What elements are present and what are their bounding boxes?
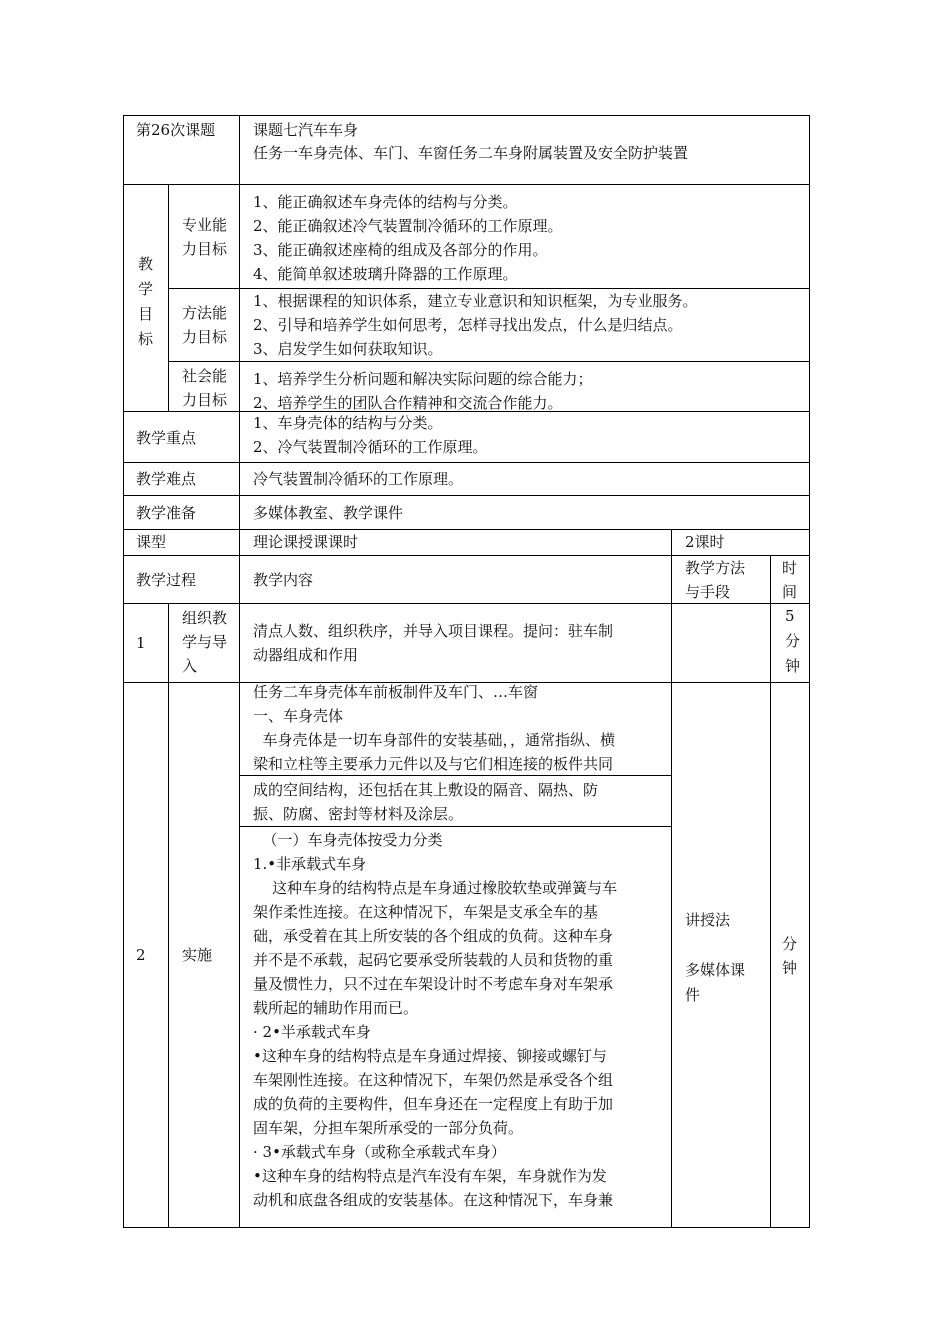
rule — [123, 462, 810, 463]
social-objective-label: 社会能 力目标 — [182, 367, 228, 409]
row2-stage: 实施 — [182, 946, 213, 964]
topic-title: 课题七汽车车身 — [253, 121, 359, 139]
content-column-header: 教学内容 — [253, 571, 314, 589]
list-item: 3、启发学生如何获取知识。 — [253, 340, 443, 358]
key-points-label: 教学重点 — [136, 429, 197, 447]
list-item: 2、引导和培养学生如何思考，怎样寻找出发点，什么是归结点。 — [253, 316, 683, 334]
lesson-hours: 2课时 — [685, 533, 725, 551]
difficulty-label: 教学难点 — [136, 470, 197, 488]
method-column-header: 教学方法 与手段 — [685, 559, 746, 601]
lesson-type-label: 课型 — [136, 533, 167, 551]
rule — [168, 361, 810, 362]
row2-content-block-c: （一）车身壳体按受力分类 1.•非承载式车身 这种车身的结构特点是车身通过橡胶软垫或弹簧与车 架作柔性连接。在这种情况下，车架是支承全车的基 础，承受着在其上所安装的各个组成的负荷。这种车身 并不是不承载，起码它要承受所装载的人员和货物的重 量及惯性力，只不过在车架设计时不考虑车身对车架承 载所起的辅助作用而已。 · 2•半承载式车身 •这种车身的结构特点是车身通过焊接、铆接或螺钉与 车架刚性连接。在这种情况下，车架仍然是承受各个组 成的负荷的主要构件，但车身还在一定程度上有助于加 固车架，分担车架所承受的一部分负荷。 · 3•承载式车身（或称全承载式车身） •这种车身的结构特点是汽车没有车架，车身就作为发 动机和底盘各组成的安装基体。在这种情况下，车身兼 — [253, 831, 618, 1209]
list-item: 4、能简单叙述玻璃升降器的工作原理。 — [253, 265, 518, 283]
objectives-label: 教 学 目 标 — [138, 255, 154, 348]
row1-time: 5 分 钟 — [785, 607, 801, 675]
rule — [123, 115, 810, 116]
row1-content: 清点人数、组织秩序，并导入项目课程。提问：驻车制 动器组成和作用 — [253, 622, 614, 664]
method-objective-label: 方法能 力目标 — [182, 304, 228, 346]
row2-content-block-b: 成的空间结构，还包括在其上敷设的隔音、隔热、防 振、防腐、密封等材料及涂层。 — [253, 781, 599, 823]
list-item: 1、能正确叙述车身壳体的结构与分类。 — [253, 193, 518, 211]
professional-objective-label: 专业能 力目标 — [182, 216, 228, 258]
process-label: 教学过程 — [136, 571, 197, 589]
rule — [168, 184, 169, 412]
difficulty-text: 冷气装置制冷循环的工作原理。 — [253, 470, 464, 488]
rule — [671, 529, 672, 1228]
list-item: 2、能正确叙述冷气装置制冷循环的工作原理。 — [253, 217, 563, 235]
row2-method: 讲授法 多媒体课 件 — [685, 911, 746, 1004]
list-item: 2、培养学生的团队合作精神和交流合作能力。 — [253, 394, 563, 412]
rule — [123, 115, 124, 1228]
rule — [809, 115, 810, 1228]
row1-number: 1 — [136, 634, 146, 652]
preparation-label: 教学准备 — [136, 504, 197, 522]
lesson-number-label: 第26次课题 — [136, 121, 216, 139]
list-item: 1、车身壳体的结构与分类。 — [253, 414, 443, 432]
method-objective-list — [253, 289, 698, 361]
row2-number: 2 — [136, 946, 146, 964]
list-item: 1、培养学生分析问题和解决实际问题的综合能力； — [253, 370, 593, 388]
rule — [239, 826, 671, 827]
key-points-list — [253, 411, 488, 459]
list-item: 1、根据课程的知识体系，建立专业意识和知识框架，为专业服务。 — [253, 292, 698, 310]
professional-objective-list — [253, 190, 563, 286]
preparation-text: 多媒体教室、教学课件 — [253, 504, 404, 522]
social-objective-list — [253, 367, 593, 415]
rule — [123, 1227, 810, 1228]
rule — [239, 115, 240, 1228]
list-item: 3、能正确叙述座椅的组成及各部分的作用。 — [253, 241, 548, 259]
time-column-header: 时 间 — [782, 559, 798, 601]
topic-subtitle: 任务一车身壳体、车门、车窗任务二车身附属装置及安全防护装置 — [253, 144, 689, 162]
rule — [123, 495, 810, 496]
row1-stage: 组织教 学与导 入 — [182, 609, 228, 675]
lesson-type-value: 理论课授课课时 — [253, 533, 359, 551]
list-item: 2、冷气装置制冷循环的工作原理。 — [253, 438, 488, 456]
row2-content-block-a: 任务二车身壳体车前板制件及车门、…车窗 一、车身壳体 车身壳体是一切车身部件的安装基础，，通常指纵、横 梁和立柱等主要承力元件以及与它们相连接的板件共同 — [253, 683, 616, 773]
rule — [168, 603, 169, 1228]
rule — [770, 555, 771, 1228]
row2-time: 分 钟 — [782, 935, 798, 977]
rule — [123, 184, 810, 185]
